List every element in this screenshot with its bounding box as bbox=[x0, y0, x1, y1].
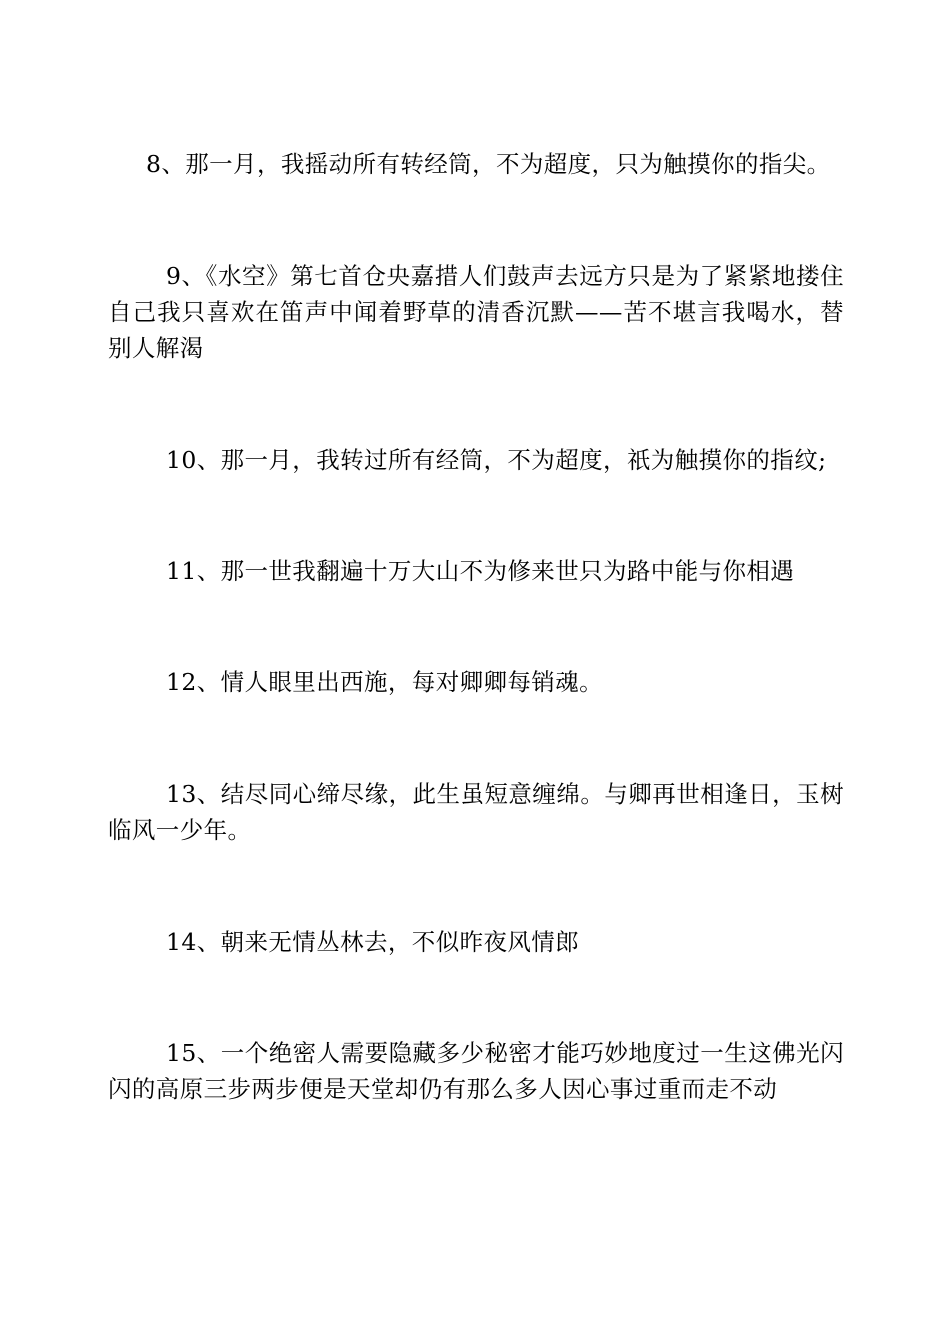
paragraph-10: 10、那一月，我转过所有经筒，不为超度，祇为触摸你的指纹; bbox=[166, 446, 827, 474]
paragraph-13: 13、结尽同心缔尽缘，此生虽短意缠绵。与卿再世相逢日，玉树临风一少年。 bbox=[108, 780, 844, 844]
paragraph-9: 9、《水空》第七首仓央嘉措人们鼓声去远方只是为了紧紧地搂住自己我只喜欢在笛声中闻着野草的清香沉默——苦不堪言我喝水，替别人解渴 bbox=[108, 262, 844, 362]
paragraph-15: 15、一个绝密人需要隐藏多少秘密才能巧妙地度过一生这佛光闪闪的高原三步两步便是天堂却仍有那么多人因心事过重而走不动 bbox=[108, 1039, 844, 1103]
paragraph-12: 12、情人眼里出西施，每对卿卿每销魂。 bbox=[166, 668, 604, 696]
paragraph-8: 8、那一月，我摇动所有转经筒，不为超度，只为触摸你的指尖。 bbox=[146, 150, 831, 178]
paragraph-14: 14、朝来无情丛林去，不似昨夜风情郎 bbox=[166, 928, 580, 956]
paragraph-11: 11、那一世我翻遍十万大山不为修来世只为路中能与你相遇 bbox=[166, 557, 795, 585]
